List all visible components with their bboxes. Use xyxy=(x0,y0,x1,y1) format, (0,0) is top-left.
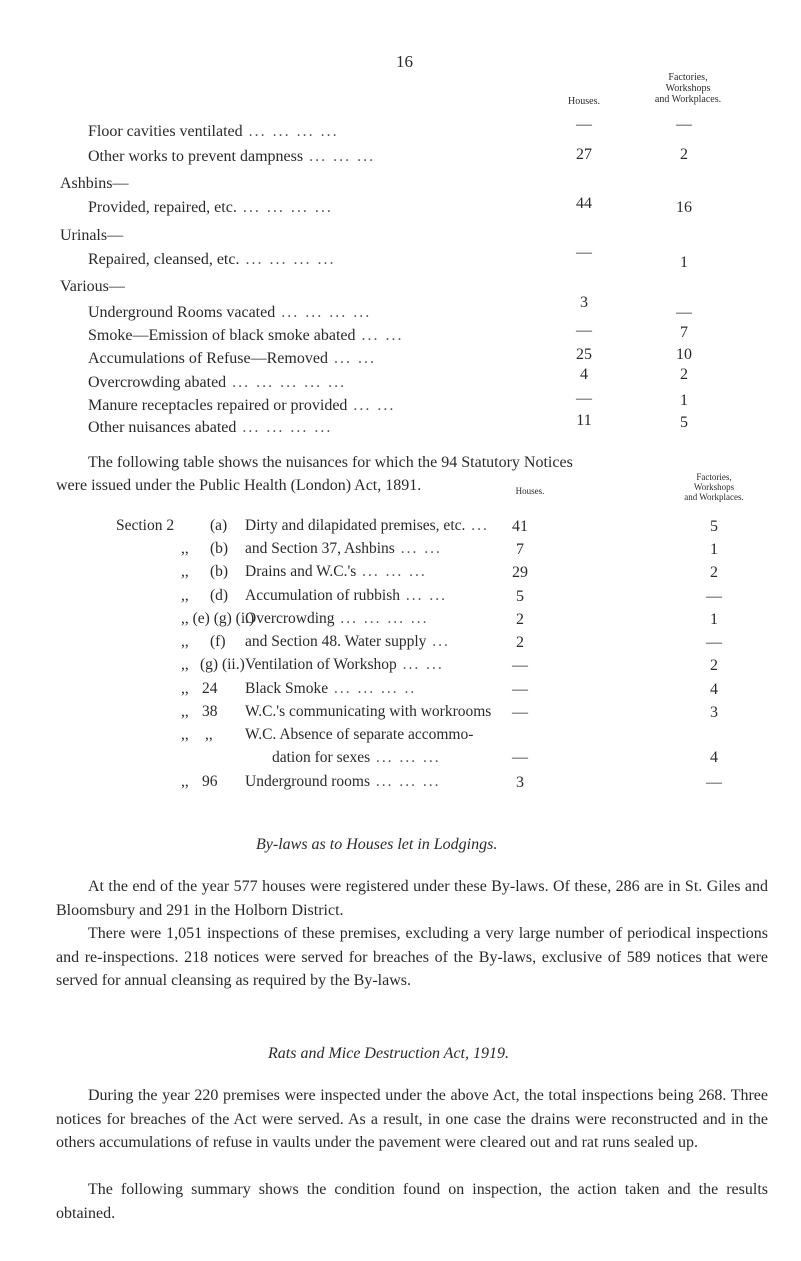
subsection-ref: (f) xyxy=(210,633,226,650)
table-row-continuation: dation for sexes ... ... ... xyxy=(272,749,441,766)
row-label: and Section 48. Water supply xyxy=(245,633,427,650)
row-label: Other nuisances abated xyxy=(88,419,237,436)
factories-value: 16 xyxy=(676,199,692,216)
row-label: Accumulations of Refuse—Removed xyxy=(88,350,328,367)
section-ref: Section 2 xyxy=(116,517,175,534)
row-label: Floor cavities ventilated xyxy=(88,123,243,140)
table-row: Accumulations of Refuse—Removed ... ... xyxy=(88,350,376,367)
table-row: Accumulation of rubbish ... ... xyxy=(245,587,447,604)
factories-value: 10 xyxy=(676,346,692,363)
factories-value: 3 xyxy=(710,704,718,721)
houses-value: 2 xyxy=(516,634,524,651)
table-row: Floor cavities ventilated ... ... ... ... xyxy=(88,123,339,140)
table-row-heading: Various— xyxy=(60,278,125,295)
subsection-ref: ,, xyxy=(205,726,213,743)
row-label: and Section 37, Ashbins xyxy=(245,540,395,557)
factories-value: 2 xyxy=(680,146,688,163)
bylaws-heading: By-laws as to Houses let in Lodgings. xyxy=(256,836,498,853)
table-row: Other nuisances abated ... ... ... ... xyxy=(88,419,333,436)
row-label: Manure receptacles repaired or provided xyxy=(88,397,348,414)
bylaws-paragraph-2: There were 1,051 inspections of these premises, excluding a very large number of periodical inspections and re-inspections. 218 notices were served for breaches of the By-laws, exclusive of 589 notices that were served for annual cleansing as required by the By-laws. xyxy=(56,925,768,989)
row-label: Underground rooms xyxy=(245,773,370,790)
table2-factories-header-line1: Factories, xyxy=(696,472,732,482)
section-ref: ,, xyxy=(181,587,189,604)
table2-factories-header-line3: and Workplaces. xyxy=(684,492,744,502)
houses-value: 3 xyxy=(580,294,588,311)
section-ref: ,, xyxy=(181,656,189,673)
row-label: Black Smoke xyxy=(245,680,329,697)
table-row: Ventilation of Workshop ... ... xyxy=(245,656,444,673)
table-row: Other works to prevent dampness ... ... ... xyxy=(88,148,376,165)
section-ref: ,, xyxy=(181,680,189,697)
subsection-ref: 38 xyxy=(202,703,218,720)
rats-paragraph-2: The following summary shows the condition found on inspection, the action taken and the results obtained. xyxy=(56,1181,768,1222)
table-row: Underground Rooms vacated ... ... ... ... xyxy=(88,304,372,321)
factories-value: — xyxy=(706,588,722,605)
table-row-heading: Ashbins— xyxy=(60,175,129,192)
houses-value: — xyxy=(512,704,528,721)
row-label: W.C.'s communicating with workrooms xyxy=(245,703,492,720)
section-ref: ,, xyxy=(181,633,189,650)
factories-value: 2 xyxy=(710,657,718,674)
section-ref: ,, (e) (g) (i.) xyxy=(181,610,255,627)
factories-value: 1 xyxy=(710,541,718,558)
houses-value: 7 xyxy=(516,541,524,558)
intro-line-2: were issued under the Public Health (London) Act, 1891. xyxy=(56,477,422,494)
row-label: Drains and W.C.'s xyxy=(245,563,357,580)
table2-factories-header xyxy=(664,472,764,502)
subsection-ref: 24 xyxy=(202,680,218,697)
rats-paragraph-1: During the year 220 premises were inspected under the above Act, the total inspections being 268. Three notices for breaches of the Act were served. As a result, in one case the drains were reconstructed and in the others accumulations of refuse in vaults under the pavement were cleared out and rat runs sealed up. xyxy=(56,1087,768,1151)
row-label: Provided, repaired, etc. xyxy=(88,199,237,216)
houses-value: 4 xyxy=(580,366,588,383)
houses-value: — xyxy=(512,681,528,698)
factories-value: 2 xyxy=(680,366,688,383)
row-label: Overcrowding xyxy=(245,610,335,627)
factories-value: 7 xyxy=(680,324,688,341)
factories-value: 1 xyxy=(680,254,688,271)
section-ref: ,, xyxy=(181,773,189,790)
section-ref: ,, xyxy=(181,726,189,743)
factories-value: 2 xyxy=(710,564,718,581)
section-ref: ,, xyxy=(181,703,189,720)
row-label: Smoke—Emission of black smoke abated xyxy=(88,327,356,344)
factories-value: 1 xyxy=(710,611,718,628)
row-label: Overcrowding abated xyxy=(88,374,227,391)
factories-value: 1 xyxy=(680,392,688,409)
table-row: and Section 48. Water supply ... xyxy=(245,633,450,650)
houses-value: — xyxy=(512,749,528,766)
table-row: Underground rooms ... ... ... xyxy=(245,773,441,790)
table-row: W.C. Absence of separate accommo- xyxy=(245,726,474,743)
factories-value: 4 xyxy=(710,681,718,698)
subsection-ref: 96 xyxy=(202,773,218,790)
subsection-ref: (b) xyxy=(210,563,229,580)
page-number: 16 xyxy=(396,52,413,71)
houses-value: 2 xyxy=(516,611,524,628)
houses-value: 5 xyxy=(516,588,524,605)
table1-factories-header-line1: Factories, xyxy=(668,72,708,83)
table-row: and Section 37, Ashbins ... ... xyxy=(245,540,442,557)
houses-value: 25 xyxy=(576,346,592,363)
rats-heading: Rats and Mice Destruction Act, 1919. xyxy=(268,1045,509,1062)
row-label: Underground Rooms vacated xyxy=(88,304,276,321)
table-row: Manure receptacles repaired or provided ... ... xyxy=(88,397,396,414)
table1-factories-header-line2: Workshops xyxy=(665,83,711,94)
subsection-ref: (d) xyxy=(210,587,229,604)
factories-value: — xyxy=(676,116,692,133)
table2-houses-header: Houses. xyxy=(515,486,545,496)
intro-line-1: The following table shows the nuisances for which the 94 Statutory Notices xyxy=(88,454,573,471)
houses-value: — xyxy=(576,322,592,339)
table-row: Overcrowding abated ... ... ... ... ... xyxy=(88,374,347,391)
table1-factories-header xyxy=(628,72,748,105)
houses-value: 27 xyxy=(576,146,592,163)
houses-value: — xyxy=(576,244,592,261)
table-row: Provided, repaired, etc. ... ... ... ... xyxy=(88,199,333,216)
table-row: Black Smoke ... ... ... .. xyxy=(245,680,417,697)
row-label: Accumulation of rubbish xyxy=(245,587,400,604)
section-ref: ,, xyxy=(181,563,189,580)
houses-value: — xyxy=(576,390,592,407)
subsection-ref: (a) xyxy=(210,517,228,534)
row-label: Ventilation of Workshop xyxy=(245,656,397,673)
houses-value: — xyxy=(576,116,592,133)
table1-factories-header-line3: and Workplaces. xyxy=(654,94,722,105)
houses-value: 41 xyxy=(512,518,528,535)
section-ref: ,, xyxy=(181,540,189,557)
table2-factories-header-line2: Workshops xyxy=(693,482,735,492)
row-label: Repaired, cleansed, etc. xyxy=(88,251,240,268)
houses-value: — xyxy=(512,657,528,674)
houses-value: 11 xyxy=(576,412,592,429)
factories-value: — xyxy=(676,304,692,321)
table-row-heading: Urinals— xyxy=(60,227,124,244)
houses-value: 29 xyxy=(512,564,528,581)
bylaws-paragraph-1: At the end of the year 577 houses were registered under these By-laws. Of these, 286 are in St. Giles and Bloomsbury and 291 in the Holborn District. xyxy=(56,878,768,919)
subsection-ref: (b) xyxy=(210,540,229,557)
table-row: Repaired, cleansed, etc. ... ... ... ... xyxy=(88,251,336,268)
houses-value: 3 xyxy=(516,774,524,791)
table-row xyxy=(245,703,491,721)
factories-value: — xyxy=(706,774,722,791)
factories-value: 5 xyxy=(710,518,718,535)
houses-value: 44 xyxy=(576,195,592,212)
table-row: Dirty and dilapidated premises, etc. ... xyxy=(245,517,489,534)
table1-houses-header: Houses. xyxy=(568,96,600,107)
row-label: Dirty and dilapidated premises, etc. xyxy=(245,517,466,534)
row-label: Other works to prevent dampness xyxy=(88,148,304,165)
factories-value: 4 xyxy=(710,749,718,766)
factories-value: 5 xyxy=(680,414,688,431)
table-row: Smoke—Emission of black smoke abated ... ... xyxy=(88,327,404,344)
table-row: Drains and W.C.'s ... ... ... xyxy=(245,563,427,580)
table-row: Overcrowding ... ... ... ... xyxy=(245,610,429,627)
factories-value: — xyxy=(706,634,722,651)
row-label: dation for sexes xyxy=(272,749,371,766)
subsection-ref: (g) (ii.) xyxy=(200,656,245,673)
